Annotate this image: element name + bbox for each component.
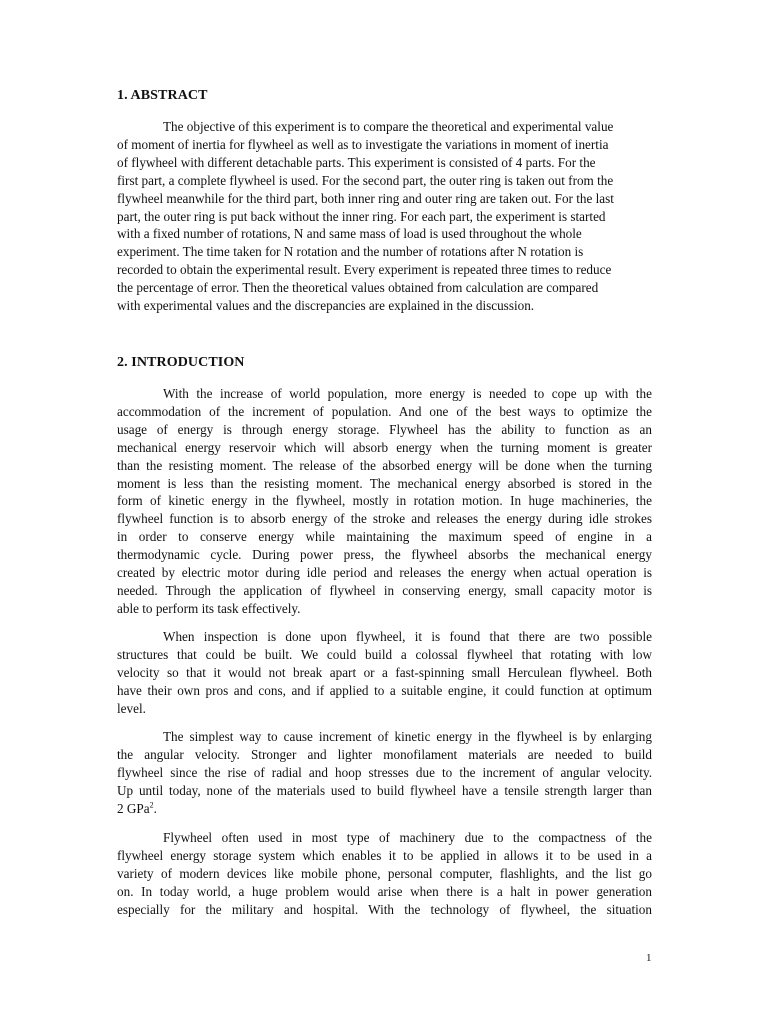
tensile-strength-text: 2 GPa [117,800,150,816]
text-line: the percentage of error. Then the theoretical values obtained from calculation are compared [117,280,599,296]
text-line: accommodation of the increment of population. And one of the best ways to optimize the [117,403,652,419]
introduction-paragraph-1 [117,385,652,618]
introduction-paragraph-2 [117,628,652,718]
page-number: 1 [646,952,652,964]
text-line: part, the outer ring is put back without the inner ring. For each part, the experiment is started [117,208,606,224]
text-line: in order to conserve energy while maintaining the maximum speed of engine in a [117,529,652,545]
text-line: needed. Through the application of flywheel in conserving energy, small capacity motor is [117,582,652,598]
text-line: of flywheel with different detachable parts. This experiment is consisted of 4 parts. For the [117,154,596,170]
text-line: With the increase of world population, more energy is needed to cope up with the [163,386,652,401]
text-line: on. In today world, a huge problem would arise when there is a halt in power generation [117,883,652,899]
section-heading-abstract: 1. ABSTRACT [117,88,208,103]
text-line: created by electric motor during idle period and releases the energy when actual operation is [117,565,652,581]
text-line: experiment. The time taken for N rotation and the number of rotations after N rotation is [117,244,584,260]
text-line: flywheel meanwhile for the third part, both inner ring and outer ring are taken out. For the last [117,190,614,206]
text-line: recorded to obtain the experimental result. Every experiment is repeated three times to reduce [117,262,612,278]
introduction-paragraph-3 [117,728,652,818]
text-line: level. [117,700,146,716]
text-line: than the resisting moment. The release of the absorbed energy will be done when the turning [117,457,652,473]
abstract-paragraph [117,118,652,315]
text-line: mechanical energy reservoir which will absorb energy when the turning moment is greater [117,439,652,455]
text-line: Flywheel often used in most type of machinery due to the compactness of the [163,830,652,845]
citation-superscript: 2 [149,800,154,810]
text-line [117,800,652,818]
text-line: with experimental values and the discrepancies are explained in the discussion. [117,298,535,314]
text-line: velocity so that it would not break apart or a fast-spinning small Herculean flywheel. Both [117,664,652,680]
text-line: able to perform its task effectively. [117,600,301,616]
section-heading-introduction: 2. INTRODUCTION [117,355,245,370]
text-line: especially for the military and hospital. With the technology of flywheel, the situation [117,901,652,917]
text-line: structures that could be built. We could build a colossal flywheel that rotating with low [117,646,652,662]
text-line: When inspection is done upon flywheel, it is found that there are two possible [163,629,652,644]
text-line: flywheel since the rise of radial and hoop stresses due to the increment of angular velocity. [117,764,652,780]
text-line: thermodynamic cycle. During power press, the flywheel absorbs the mechanical energy [117,547,652,563]
text-line: the angular velocity. Stronger and lighter monofilament materials are needed to build [117,746,652,762]
sentence-period: . [153,800,157,816]
text-line: usage of energy is through energy storage. Flywheel has the ability to function as an [117,421,652,437]
text-line: The objective of this experiment is to compare the theoretical and experimental value [163,119,614,134]
text-line: with a fixed number of rotations, N and same mass of load is used throughout the whole [117,226,582,242]
text-line: moment is less than the resisting moment. The mechanical energy absorbed is stored in the [117,475,652,491]
text-line: form of kinetic energy in the flywheel, mostly in rotation motion. In huge machineries, the [117,493,652,509]
text-line: of moment of inertia for flywheel as well as to investigate the variations in moment of inertia [117,136,609,152]
text-line: flywheel energy storage system which enables it to be applied in allows it to be used in a [117,847,652,863]
introduction-paragraph-4 [117,829,652,919]
text-line: have their own pros and cons, and if applied to a suitable engine, it could function at optimum [117,682,652,698]
text-line: The simplest way to cause increment of kinetic energy in the flywheel is by enlarging [163,729,652,744]
text-line: variety of modern devices like mobile phone, personal computer, flashlights, and the list go [117,865,652,881]
text-line: Up until today, none of the materials used to build flywheel have a tensile strength larger than [117,782,652,798]
text-line: flywheel function is to absorb energy of the stroke and releases the energy during idle strokes [117,511,652,527]
text-line: first part, a complete flywheel is used. For the second part, the outer ring is taken out from the [117,172,614,188]
